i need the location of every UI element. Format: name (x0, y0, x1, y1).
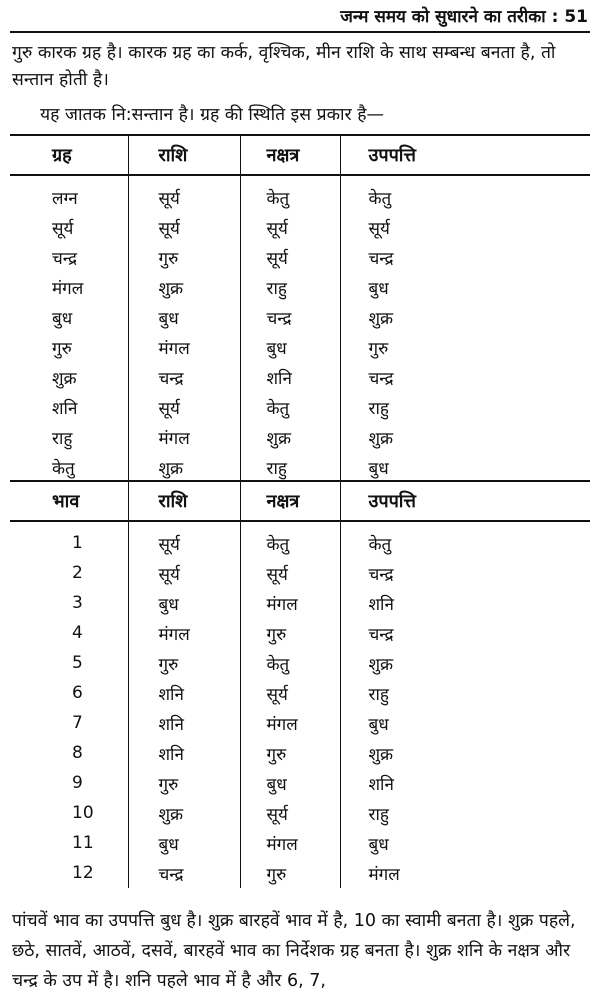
table-row (10, 678, 590, 708)
table-row (10, 212, 590, 242)
table-cell: बुध (128, 828, 240, 858)
table-row (10, 175, 590, 212)
table-cell: सूर्य (240, 212, 340, 242)
table-cell: मंगल (128, 422, 240, 452)
table-cell: चन्द्र (340, 242, 590, 272)
table-cell: शुक्र (340, 302, 590, 332)
table-cell: सूर्य (128, 521, 240, 558)
column-header: ग्रह (52, 145, 72, 166)
table-row (10, 768, 590, 798)
table-cell: सूर्य (240, 798, 340, 828)
table-row (10, 392, 590, 422)
table-cell: सूर्य (52, 218, 74, 239)
table-cell: बुध (240, 768, 340, 798)
table-cell: मंगल (240, 708, 340, 738)
table-cell: राहु (52, 428, 73, 449)
closing-paragraph: पांचवें भाव का उपपत्ति बुध है। शुक्र बारहवें भाव में है, 10 का स्वामी बनता है। शुक्र पहले, छठे, सातवें, आठवें, दसवें, बारहवें भाव का निर्देशक ग्रह बनता है। शुक्र शनि के नक्षत्र और चन्द्र के उप में है। शनि पहले भाव में है और 6, 7, (12, 911, 576, 991)
table-cell: केतु (240, 175, 340, 212)
table-cell: शनि (340, 588, 590, 618)
table-row (10, 648, 590, 678)
table-cell: मंगल (128, 332, 240, 362)
table-row (10, 452, 590, 482)
table-cell: सूर्य (128, 175, 240, 212)
table-cell: राहु (340, 392, 590, 422)
table-cell: मंगल (240, 828, 340, 858)
column-header: नक्षत्र (240, 135, 340, 175)
table-row (10, 521, 590, 558)
table-cell: सूर्य (128, 212, 240, 242)
table-cell: सूर्य (240, 678, 340, 708)
table-cell: मंगल (240, 588, 340, 618)
table-cell: सूर्य (240, 558, 340, 588)
table-cell: केतु (240, 392, 340, 422)
table-cell: बुध (340, 828, 590, 858)
table-cell: मंगल (52, 278, 84, 299)
house-table-header (10, 481, 590, 521)
table-cell: चन्द्र (52, 248, 78, 269)
table-cell: शुक्र (128, 798, 240, 828)
table-cell: सूर्य (128, 392, 240, 422)
table-cell: सूर्य (240, 242, 340, 272)
table-cell: गुरु (128, 768, 240, 798)
table-row (10, 588, 590, 618)
table-cell: राहु (240, 272, 340, 302)
table-cell: राहु (340, 678, 590, 708)
table-cell: सूर्य (128, 558, 240, 588)
table-cell: सूर्य (340, 212, 590, 242)
table-cell: 12 (72, 863, 94, 883)
table-row (10, 858, 590, 888)
header-rule (10, 31, 590, 33)
table-cell: शुक्र (240, 422, 340, 452)
table-cell: शुक्र (340, 422, 590, 452)
planet-table-header (10, 135, 590, 175)
table-cell: शनि (128, 708, 240, 738)
table-cell: राहु (240, 452, 340, 482)
table-cell: गुरु (240, 738, 340, 768)
table-cell: गुरु (240, 618, 340, 648)
table-cell: बुध (52, 308, 73, 329)
table-cell: गुरु (52, 338, 72, 359)
table-cell: बुध (240, 332, 340, 362)
table-cell: शनि (52, 398, 78, 419)
table-cell: 8 (72, 743, 83, 763)
table-cell: 4 (72, 623, 83, 643)
table-cell: शुक्र (52, 368, 77, 389)
running-head: जन्म समय को सुधारने का तरीका : 51 (340, 7, 588, 27)
table-cell: केतु (340, 521, 590, 558)
table-cell: मंगल (340, 858, 590, 888)
table-cell: चन्द्र (128, 858, 240, 888)
table-cell: बुध (340, 708, 590, 738)
table-cell: केतु (340, 175, 590, 212)
table-cell: गुरु (128, 648, 240, 678)
column-header: उपपत्ति (340, 481, 590, 521)
table-cell: चन्द्र (340, 362, 590, 392)
table-cell: चन्द्र (240, 302, 340, 332)
table-cell: गुरु (340, 332, 590, 362)
table-row (10, 272, 590, 302)
table-cell: 6 (72, 683, 83, 703)
column-header: उपपत्ति (340, 135, 590, 175)
table-cell: गुरु (128, 242, 240, 272)
table-cell: शुक्र (340, 738, 590, 768)
table-cell: शनि (240, 362, 340, 392)
table-cell: 1 (72, 533, 83, 553)
table-cell: केतु (52, 458, 75, 479)
planet-table (10, 134, 590, 482)
table-cell: 10 (72, 803, 94, 823)
table-cell: लग्न (52, 188, 78, 209)
table-cell: 2 (72, 563, 83, 583)
table-cell: बुध (128, 588, 240, 618)
house-table (10, 480, 590, 888)
table-cell: 11 (72, 833, 94, 853)
table-cell: शुक्र (128, 272, 240, 302)
table-row (10, 828, 590, 858)
table-cell: 7 (72, 713, 83, 733)
table-cell: शनि (128, 738, 240, 768)
table-cell: 9 (72, 773, 83, 793)
table-cell: 3 (72, 593, 83, 613)
column-header: राशि (128, 135, 240, 175)
table-row (10, 738, 590, 768)
table-cell: 5 (72, 653, 83, 673)
column-header: नक्षत्र (240, 481, 340, 521)
intro-paragraph: गुरु कारक ग्रह है। कारक ग्रह का कर्क, वृश्चिक, मीन राशि के साथ सम्बन्ध बनता है, तो सन्तान होती है। (12, 43, 556, 90)
table-cell: शनि (128, 678, 240, 708)
table-cell: चन्द्र (128, 362, 240, 392)
table-row (10, 558, 590, 588)
table-row (10, 332, 590, 362)
table-cell: शुक्र (340, 648, 590, 678)
table-row (10, 302, 590, 332)
table-row (10, 242, 590, 272)
table-cell: शुक्र (128, 452, 240, 482)
lead-line: यह जातक नि:सन्तान है। ग्रह की स्थिति इस प्रकार है— (40, 105, 385, 125)
table-cell: बुध (128, 302, 240, 332)
table-cell: केतु (240, 521, 340, 558)
column-header: राशि (128, 481, 240, 521)
table-cell: बुध (340, 452, 590, 482)
table-row (10, 708, 590, 738)
table-row (10, 422, 590, 452)
table-cell: केतु (240, 648, 340, 678)
table-row (10, 362, 590, 392)
column-header: भाव (52, 491, 80, 512)
table-cell: मंगल (128, 618, 240, 648)
table-cell: चन्द्र (340, 618, 590, 648)
table-cell: गुरु (240, 858, 340, 888)
table-row (10, 798, 590, 828)
table-cell: राहु (340, 798, 590, 828)
table-cell: चन्द्र (340, 558, 590, 588)
table-cell: बुध (340, 272, 590, 302)
table-cell: शनि (340, 768, 590, 798)
table-row (10, 618, 590, 648)
